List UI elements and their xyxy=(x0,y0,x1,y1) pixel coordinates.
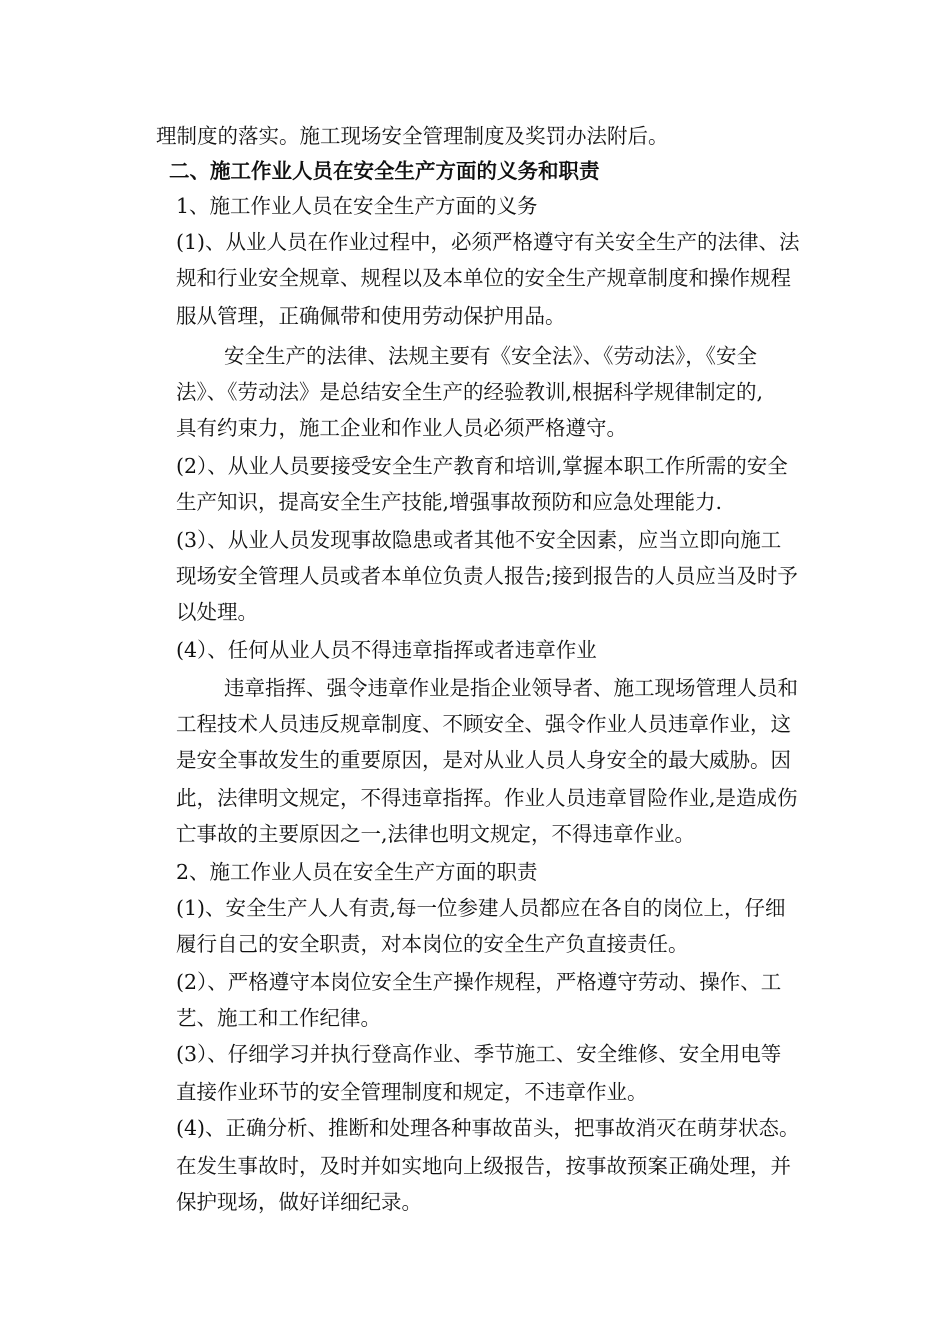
subsection-heading: 1、施工作业人员在安全生产方面的义务 xyxy=(176,194,538,218)
paragraph-line: 以处理。 xyxy=(176,600,258,624)
paragraph-line: 法》、《劳动法》是总结安全生产的经验教训,根据科学规律制定的, xyxy=(176,380,764,404)
paragraph-line: 履行自己的安全职责，对本岗位的安全生产负直接责任。 xyxy=(176,932,689,956)
paragraph-line: 生产知识，提高安全生产技能,增强事故预防和应急处理能力. xyxy=(176,490,723,514)
paragraph-line: (3）、仔细学习并执行登高作业、季节施工、安全维修、安全用电等 xyxy=(176,1042,782,1066)
paragraph-line: (1)、安全生产人人有责,每一位参建人员都应在各自的岗位上，仔细 xyxy=(176,896,786,920)
subsection-heading: 2、施工作业人员在安全生产方面的职责 xyxy=(176,860,538,884)
section-heading: 二、施工作业人员在安全生产方面的义务和职责 xyxy=(169,159,600,183)
paragraph-line: (3）、从业人员发现事故隐患或者其他不安全因素，应当立即向施工 xyxy=(176,528,782,552)
paragraph-line: 是安全事故发生的重要原因，是对从业人员人身安全的最大威胁。因 xyxy=(176,748,791,772)
paragraph-line: 在发生事故时，及时并如实地向上级报告，按事故预案正确处理，并 xyxy=(176,1154,791,1178)
paragraph-line: 具有约束力，施工企业和作业人员必须严格遵守。 xyxy=(176,416,627,440)
paragraph-line: 保护现场，做好详细纪录。 xyxy=(176,1190,422,1214)
paragraph-line: 直接作业环节的安全管理制度和规定，不违章作业。 xyxy=(176,1080,648,1104)
paragraph-line: (4）、任何从业人员不得违章指挥或者违章作业 xyxy=(176,638,597,662)
paragraph-line: (2）、严格遵守本岗位安全生产操作规程，严格遵守劳动、操作、工 xyxy=(176,970,782,994)
paragraph-line: 亡事故的主要原因之一,法律也明文规定，不得违章作业。 xyxy=(176,822,696,846)
paragraph-line: 服从管理，正确佩带和使用劳动保护用品。 xyxy=(176,304,566,328)
paragraph-line: 工程技术人员违反规章制度、不顾安全、强令作业人员违章作业，这 xyxy=(176,712,791,736)
paragraph-line: (1)、从业人员在作业过程中，必须严格遵守有关安全生产的法律、法 xyxy=(176,230,800,254)
paragraph-line: (4)、正确分析、推断和处理各种事故苗头，把事故消灭在萌芽状态。 xyxy=(176,1116,800,1140)
paragraph-line: 此，法律明文规定，不得违章指挥。作业人员违章冒险作业,是造成伤 xyxy=(176,786,798,810)
paragraph-line: 现场安全管理人员或者本单位负责人报告;接到报告的人员应当及时予 xyxy=(176,564,798,588)
paragraph-line: 理制度的落实。施工现场安全管理制度及奖罚办法附后。 xyxy=(156,124,669,148)
paragraph-line: 安全生产的法律、法规主要有《安全法》、《劳动法》，《安全 xyxy=(224,344,757,368)
paragraph-line: 艺、施工和工作纪律。 xyxy=(176,1006,381,1030)
paragraph-line: (2）、从业人员要接受安全生产教育和培训,掌握本职工作所需的安全 xyxy=(176,454,788,478)
paragraph-line: 规和行业安全规章、规程以及本单位的安全生产规章制度和操作规程 xyxy=(176,266,791,290)
paragraph-line: 违章指挥、强令违章作业是指企业领导者、施工现场管理人员和 xyxy=(224,676,798,700)
